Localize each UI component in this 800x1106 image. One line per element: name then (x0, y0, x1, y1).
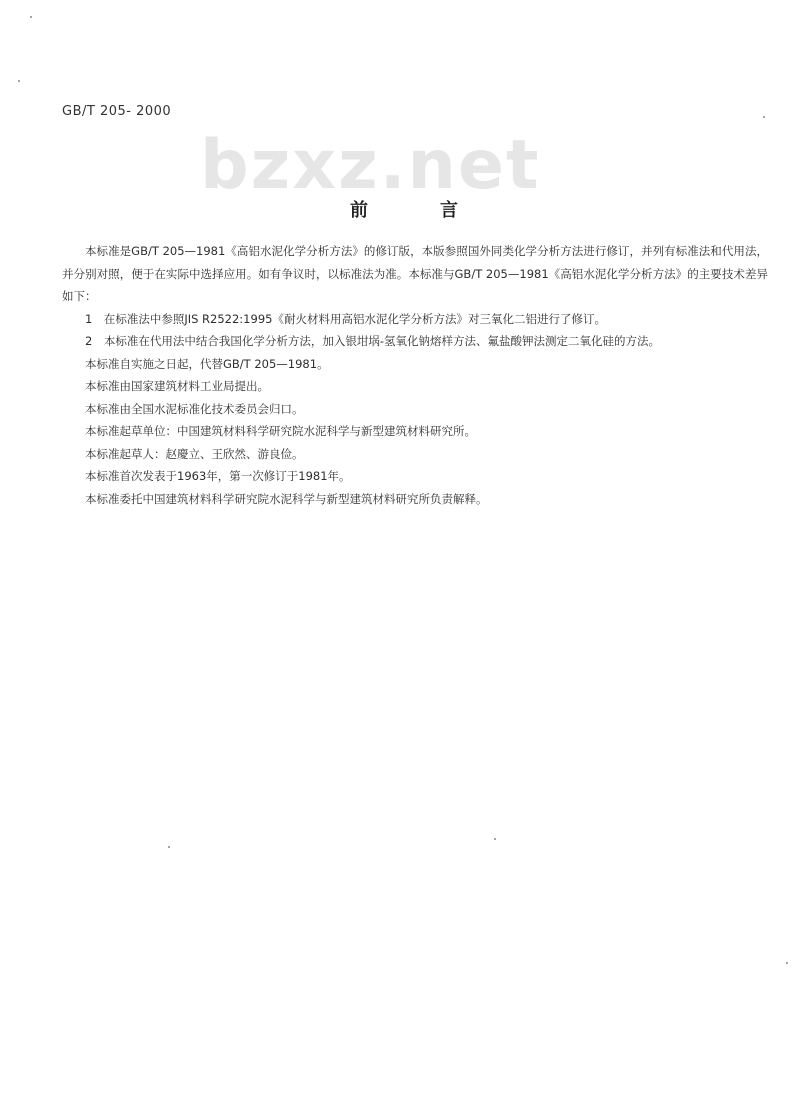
section-title-char-2: 言 (440, 200, 458, 221)
scan-speck (168, 846, 170, 848)
paragraph-replaces: 本标准自实施之日起，代替GB/T 205—1981。 (85, 356, 329, 371)
paragraph-interpretation: 本标准委托中国建筑材料科学研究院水泥科学与新型建筑材料研究所负责解释。 (85, 491, 488, 506)
document-body (62, 240, 768, 510)
section-title (350, 196, 458, 222)
paragraph-intro: 本标准是GB/T 205—1981《高铝水泥化学分析方法》的修订版，本版参照国外同类化学分析方法进行修订，并列有标准法和代用法，并分别对照，便于在实际中选择应用。如有争议时，以标准法为准。本标准与GB/T 205—1981《高铝水泥化学分析方法》的主要技术差异如下： (62, 244, 768, 303)
paragraph-proposed-by: 本标准由国家建筑材料工业局提出。 (85, 379, 269, 393)
scan-speck (763, 116, 765, 118)
page-header-standard-number: GB/T 205- 2000 (62, 104, 172, 119)
paragraph-item-1: 1 在标准法中参照JIS R2522:1995《耐火材料用高铝水泥化学分析方法》对三氧化二铝进行了修订。 (85, 311, 606, 326)
watermark: bzxz.net (200, 126, 541, 205)
scan-speck (18, 80, 20, 82)
paragraph-drafters: 本标准起草人：赵慶立、王欣然、游良俭。 (85, 446, 304, 461)
scan-speck (786, 962, 788, 964)
paragraph-centralized-by: 本标准由全国水泥标准化技术委员会归口。 (85, 401, 304, 416)
section-title-char-1: 前 (350, 200, 368, 221)
paragraph-history: 本标准首次发表于1963年，第一次修订于1981年。 (85, 469, 351, 483)
paragraph-drafting-unit: 本标准起草单位：中国建筑材料科学研究院水泥科学与新型建筑材料研究所。 (85, 424, 476, 438)
paragraph-item-2: 2 本标准在代用法中结合我国化学分析方法，加入银坩埚-氢氧化钠熔样方法、氟盐酸钾法测定二氧化硅的方法。 (85, 334, 660, 348)
scan-speck (30, 16, 32, 18)
scan-speck (494, 838, 496, 840)
